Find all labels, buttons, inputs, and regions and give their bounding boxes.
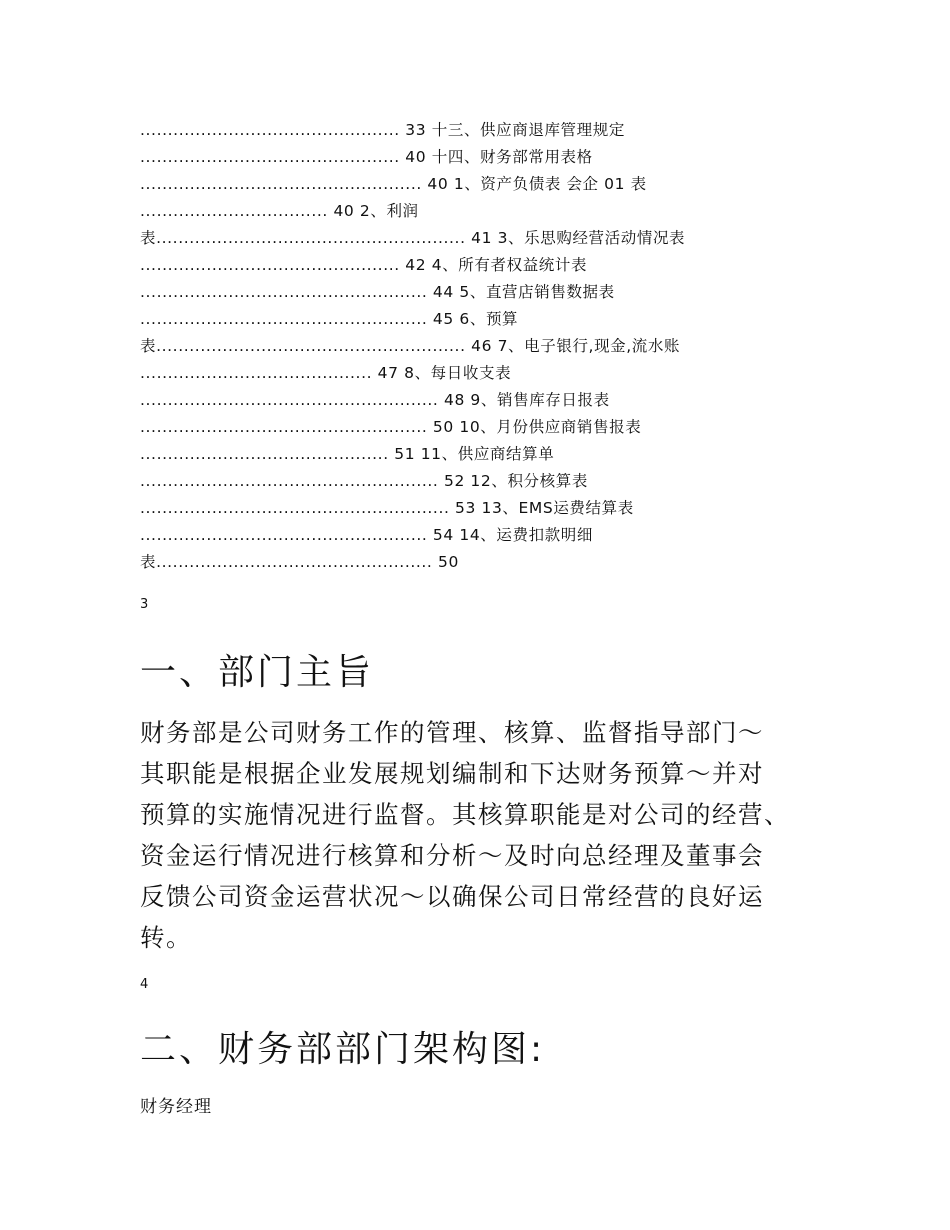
toc-line[interactable]: ............................................... 40 十四、财务部常用表格 (140, 148, 593, 166)
toc-line[interactable]: .................................................... 50 10、月份供应商销售报表 (140, 418, 642, 436)
toc-line[interactable]: 表........................................................ 41 3、乐思购经营活动情况表 (140, 229, 686, 247)
toc-line[interactable]: ...................................................... 48 9、销售库存日报表 (140, 391, 610, 409)
paragraph-line: 财务部是公司财务工作的管理、核算、监督指导部门～ (140, 718, 764, 747)
page-number: 3 (140, 597, 149, 612)
org-chart-item: 财务经理 (140, 1097, 212, 1117)
paragraph-line: 转。 (140, 923, 192, 952)
page-number: 4 (140, 977, 149, 992)
paragraph-line: 资金运行情况进行核算和分析～及时向总经理及董事会 (140, 841, 764, 870)
toc-line[interactable]: .................................................... 45 6、预算 (140, 310, 519, 328)
toc-line[interactable]: .................................................... 44 5、直营店销售数据表 (140, 283, 615, 301)
toc-line[interactable]: .................................. 40 2、利润 (140, 202, 419, 220)
toc-line[interactable]: .......................................... 47 8、每日收支表 (140, 364, 512, 382)
toc-line[interactable]: ............................................... 42 4、所有者权益统计表 (140, 256, 588, 274)
toc-line[interactable]: .................................................... 54 14、运费扣款明细 (140, 526, 594, 544)
section-title-purpose: 一、部门主旨 (140, 652, 375, 693)
paragraph-line: 其职能是根据企业发展规划编制和下达财务预算～并对 (140, 759, 764, 788)
toc-line[interactable]: ...................................................... 52 12、积分核算表 (140, 472, 588, 490)
section-paragraph (140, 712, 820, 958)
toc-line[interactable]: ................................................... 40 1、资产负债表 会企 01 表 (140, 175, 647, 193)
table-of-contents (140, 117, 840, 576)
paragraph-line: 反馈公司资金运营状况～以确保公司日常经营的良好运 (140, 882, 764, 911)
toc-line[interactable]: ........................................................ 53 13、EMS运费结算表 (140, 499, 634, 517)
toc-line[interactable]: ............................................. 51 11、供应商结算单 (140, 445, 555, 463)
toc-line[interactable]: 表........................................................ 46 7、电子银行,现金,流水账 (140, 337, 681, 355)
toc-line[interactable]: 表.................................................. 50 (140, 553, 459, 571)
section-title-org-chart: 二、财务部部门架构图: (140, 1029, 546, 1070)
paragraph-line: 预算的实施情况进行监督。其核算职能是对公司的经营、 (140, 800, 790, 829)
toc-line[interactable]: ............................................... 33 十三、供应商退库管理规定 (140, 121, 625, 139)
